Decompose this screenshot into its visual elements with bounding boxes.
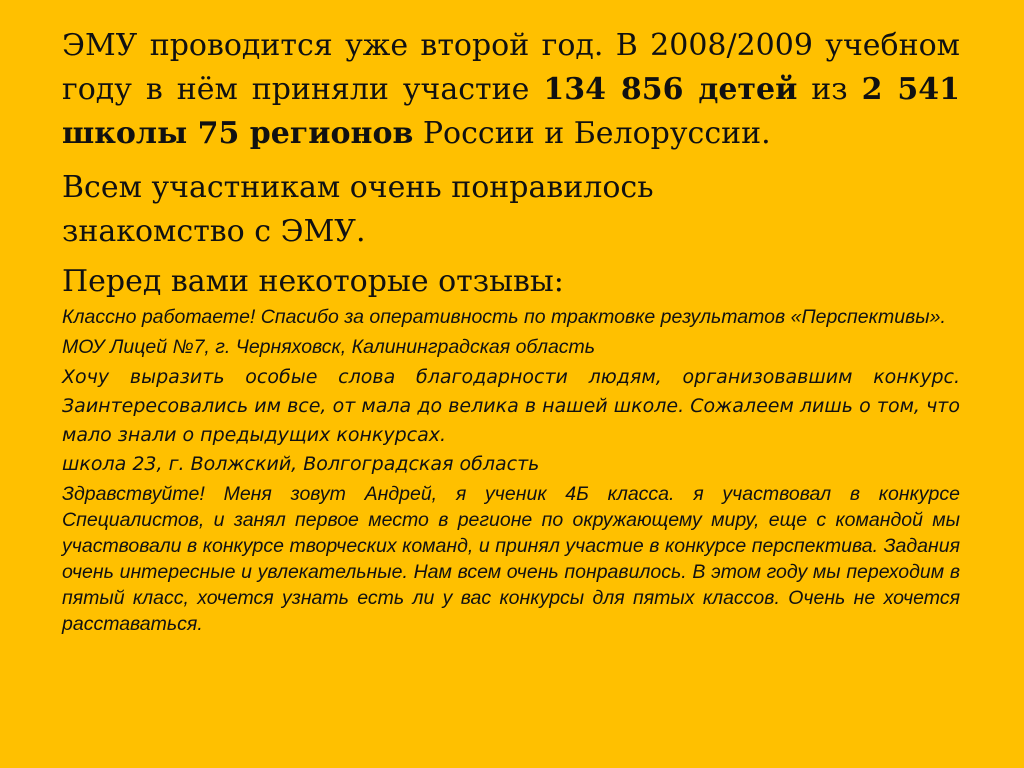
intro-text-3: России и Белоруссии.: [413, 116, 771, 151]
liked-paragraph: Всем участникам очень понравилось знакомство с ЭМУ.: [62, 170, 654, 249]
review-1-author: МОУ Лицей №7, г. Черняховск, Калининградская область: [62, 336, 596, 358]
review-2-author: школа 23, г. Волжский, Волгоградская область: [62, 453, 540, 475]
schools-regions-count: 2 541 школы 75 регионов: [62, 72, 960, 151]
children-count: 134 856 детей: [543, 72, 798, 107]
intro-text-2: из: [797, 72, 862, 107]
review-1-text: Классно работаете! Спасибо за оперативность по трактовке результатов «Перспективы».: [62, 306, 946, 328]
intro-paragraph: [62, 24, 960, 156]
reviews-heading: Перед вами некоторые отзывы:: [62, 264, 564, 299]
review-3-text: Здравствуйте! Меня зовут Андрей, я ученик 4Б класса. я участвовал в конкурсе Специалистов, и занял первое место в регионе по окружающему миру, еще с командой мы участвовали в конкурсе творческих команд, и принял участие в конкурсе перспектива. Задания очень интересные и увлекательные. Нам всем очень понравилось. В этом году мы переходим в пятый класс, хочется узнать есть ли у вас конкурсы для пятых классов. Очень не хочется расставаться.: [62, 483, 960, 635]
intro-text-1: ЭМУ проводится уже второй год. В 2008/2009 учебном году в нём приняли участие: [62, 28, 960, 107]
review-2-text: Хочу выразить особые слова благодарности людям, организовавшим конкурс. Заинтересовались им все, от мала до велика в нашей школе. Сожалеем лишь о том, что мало знали о предыдущих конкурсах.: [62, 366, 960, 446]
slide-content: [62, 24, 960, 637]
